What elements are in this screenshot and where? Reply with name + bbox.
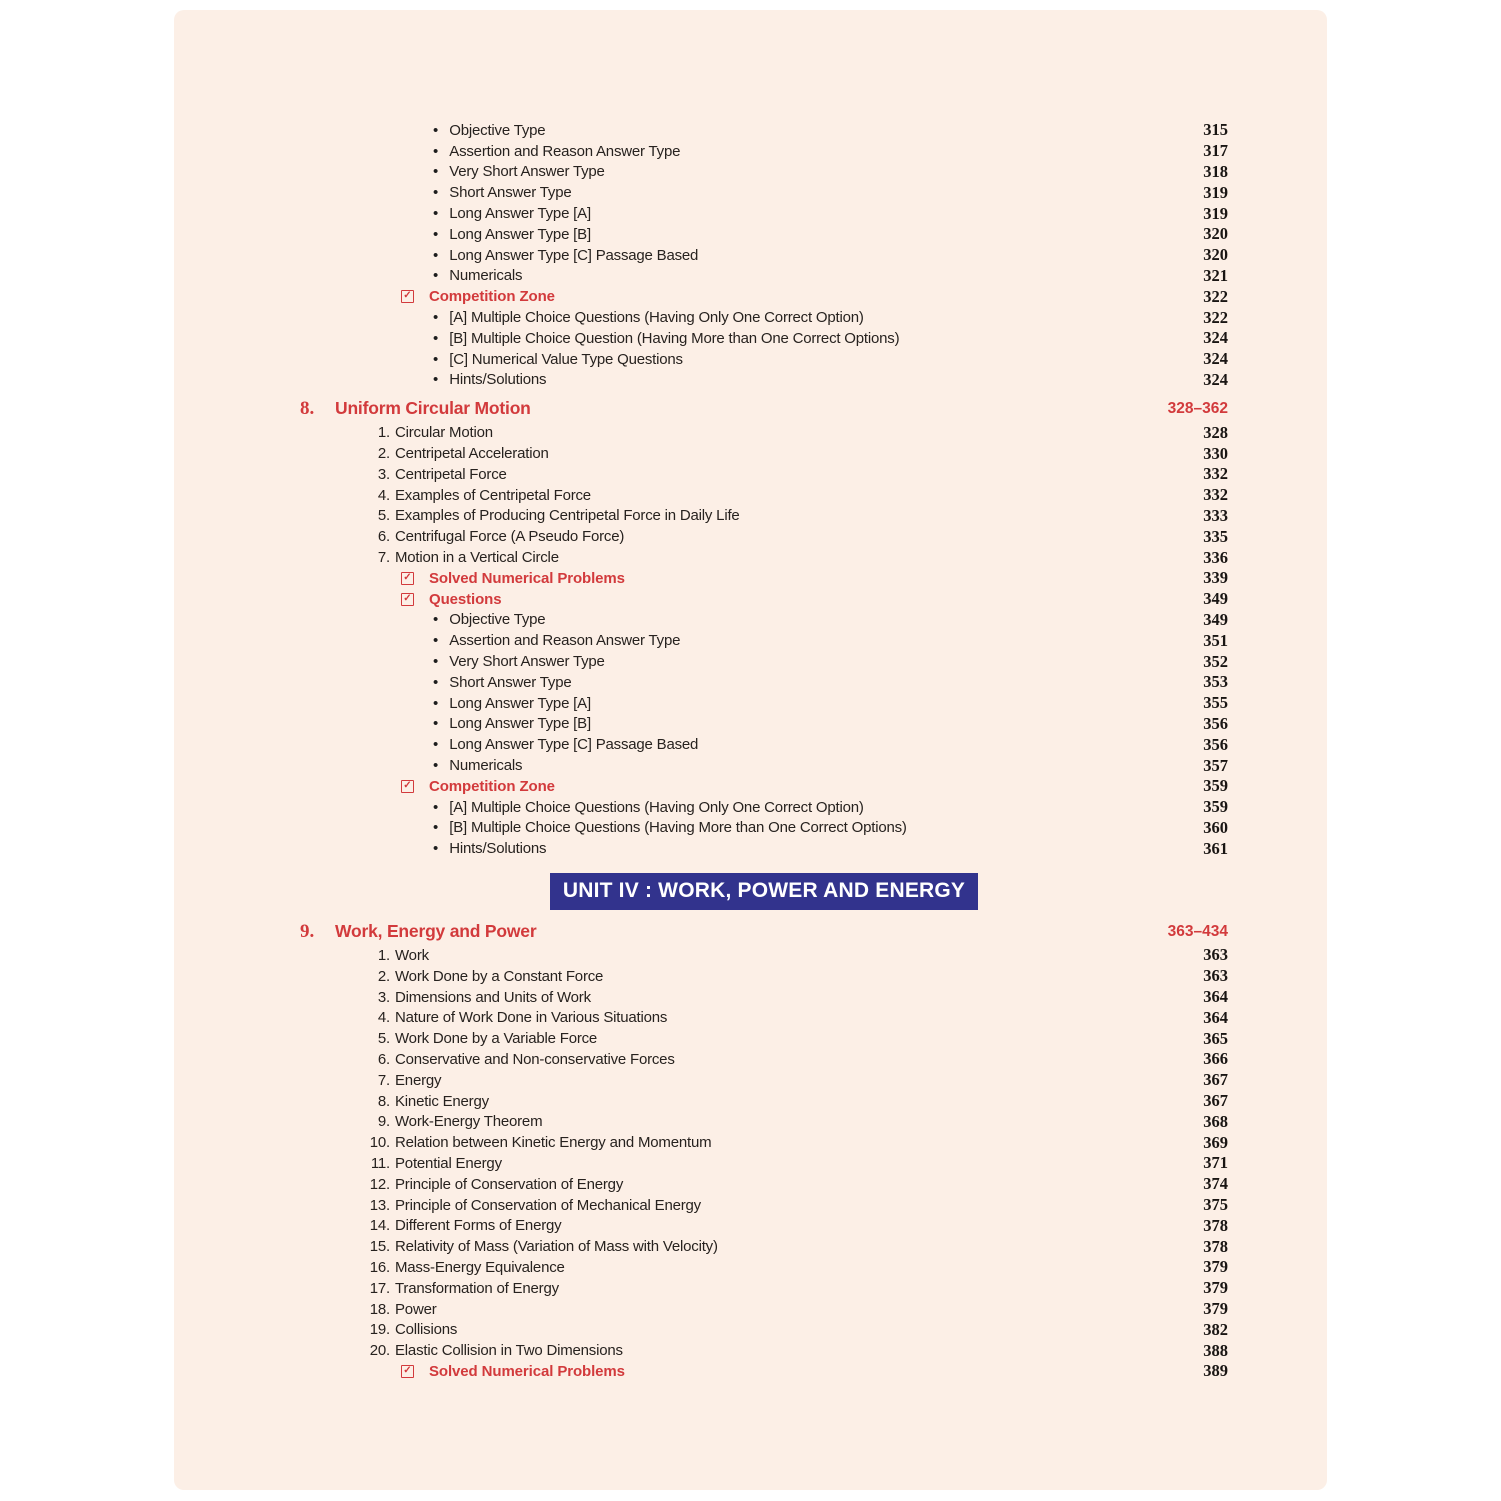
toc-entry-number: 17. xyxy=(369,1279,390,1297)
toc-entry-row xyxy=(300,464,1228,485)
toc-entry-number: 8. xyxy=(377,1092,390,1110)
toc-entry-page: 382 xyxy=(1203,1319,1228,1339)
toc-entry-label: Circular Motion xyxy=(395,424,493,442)
toc-entry-row xyxy=(300,1007,1228,1028)
toc-entry-left xyxy=(300,921,1168,943)
toc-entry-page: 388 xyxy=(1203,1340,1228,1360)
toc-entry-row xyxy=(300,651,1228,672)
toc-entry-row xyxy=(300,328,1228,349)
toc-entry-number: 18. xyxy=(369,1300,390,1318)
toc-entry-label: Power xyxy=(395,1300,437,1318)
toc-entry-label: Very Short Answer Type xyxy=(449,163,605,181)
toc-entry-row xyxy=(300,1278,1228,1299)
bullet-icon: • xyxy=(433,819,439,837)
toc-entry-page: 378 xyxy=(1203,1215,1228,1235)
toc-entry-label: [B] Multiple Choice Questions (Having More than One Correct Options) xyxy=(449,819,907,837)
toc-entry-row xyxy=(300,714,1228,735)
toc-entry-row xyxy=(300,224,1228,245)
toc-entry-label: [A] Multiple Choice Questions (Having Only One Correct Option) xyxy=(449,798,864,816)
toc-entry-page: 315 xyxy=(1203,120,1228,140)
chapter-number: 8. xyxy=(300,397,315,419)
toc-entry-row xyxy=(300,776,1228,797)
toc-entry-number: 4. xyxy=(377,1009,390,1027)
toc-entry-left xyxy=(300,528,1203,545)
toc-entry-left xyxy=(300,819,1203,836)
toc-entry-left xyxy=(300,947,1203,964)
toc-entry-page: 367 xyxy=(1203,1091,1228,1111)
toc-entry-number: 19. xyxy=(369,1321,390,1339)
toc-entry-label: [C] Numerical Value Type Questions xyxy=(449,350,683,368)
toc-entry-row xyxy=(300,245,1228,266)
toc-entry-page: 332 xyxy=(1203,464,1228,484)
toc-entry-row xyxy=(300,693,1228,714)
toc-entry-label: Work-Energy Theorem xyxy=(395,1113,543,1131)
toc-entry-row xyxy=(300,1361,1228,1382)
toc-entry-left xyxy=(300,736,1203,753)
toc-entry-left xyxy=(300,122,1203,139)
toc-entry-page: 324 xyxy=(1203,349,1228,369)
toc-entry-row xyxy=(300,266,1228,287)
toc-entry-left xyxy=(300,1217,1203,1234)
toc-entry-label: Long Answer Type [A] xyxy=(449,205,591,223)
toc-entry-page: 371 xyxy=(1203,1153,1228,1173)
toc-entry-left xyxy=(300,487,1203,504)
unit-banner-row xyxy=(300,873,1228,910)
toc-entry-number: 1. xyxy=(377,946,390,964)
toc-entry-label: Principle of Conservation of Energy xyxy=(395,1175,624,1193)
toc-entry-page: 318 xyxy=(1203,161,1228,181)
toc-entry-label: Transformation of Energy xyxy=(395,1279,559,1297)
bullet-icon: • xyxy=(433,184,439,202)
toc-entry-row xyxy=(300,1299,1228,1320)
toc-entry-label: Dimensions and Units of Work xyxy=(395,988,591,1006)
toc-entry-row xyxy=(300,1111,1228,1132)
toc-entry-left xyxy=(300,1259,1203,1276)
toc-entry-page: 320 xyxy=(1203,245,1228,265)
toc-entry-row xyxy=(300,443,1228,464)
toc-entry-left xyxy=(300,466,1203,483)
toc-entry-label: Different Forms of Energy xyxy=(395,1217,562,1235)
toc-entry-page: 355 xyxy=(1203,693,1228,713)
bullet-icon: • xyxy=(433,246,439,264)
toc-entry-row xyxy=(300,370,1228,391)
toc-entry-left xyxy=(300,653,1203,670)
toc-entry-page: 368 xyxy=(1203,1111,1228,1131)
toc-entry-left xyxy=(300,1197,1203,1214)
toc-entry-left xyxy=(300,778,1203,795)
toc-entry-row xyxy=(300,506,1228,527)
toc-entry-page: 353 xyxy=(1203,672,1228,692)
checkbox-tick: ✓ xyxy=(403,1364,412,1376)
toc-entry-row xyxy=(300,589,1228,610)
toc-entry-page: 333 xyxy=(1203,505,1228,525)
checkbox-icon xyxy=(401,290,414,303)
toc-entry-page: 320 xyxy=(1203,224,1228,244)
toc-entry-left xyxy=(300,398,1168,420)
toc-entry-page: 375 xyxy=(1203,1195,1228,1215)
toc-entry-left xyxy=(300,351,1203,368)
toc-entry-row xyxy=(300,1257,1228,1278)
toc-entry-left xyxy=(300,570,1203,587)
toc-entry-row xyxy=(300,547,1228,568)
toc-entry-number: 6. xyxy=(377,528,390,546)
toc-entry-number: 2. xyxy=(377,967,390,985)
toc-entry-row xyxy=(300,286,1228,307)
toc-entry-left xyxy=(300,989,1203,1006)
toc-entry-row xyxy=(300,755,1228,776)
checkbox-tick: ✓ xyxy=(403,571,412,583)
toc-entry-left xyxy=(300,632,1203,649)
toc-entry-page: 366 xyxy=(1203,1049,1228,1069)
toc-entry-label: Long Answer Type [B] xyxy=(449,225,591,243)
toc-entry-page: 369 xyxy=(1203,1132,1228,1152)
toc-entry-page: 364 xyxy=(1203,1007,1228,1027)
toc-entry-left xyxy=(300,1321,1203,1338)
toc-entry-row xyxy=(300,162,1228,183)
toc-entry-page: 328 xyxy=(1203,422,1228,442)
toc-entry-row xyxy=(300,1340,1228,1361)
chapter-page-range: 363–434 xyxy=(1167,922,1228,940)
bullet-icon: • xyxy=(433,757,439,774)
toc-entry-left xyxy=(300,288,1203,305)
toc-entry-left xyxy=(300,1301,1203,1318)
toc-entry-row xyxy=(300,818,1228,839)
toc-entry-label: Relativity of Mass (Variation of Mass with Velocity) xyxy=(395,1238,718,1256)
toc-entry-left xyxy=(300,371,1203,388)
toc-entry-page: 322 xyxy=(1203,307,1228,327)
toc-entry-row xyxy=(300,422,1228,443)
unit-banner: UNIT IV : WORK, POWER AND ENERGY xyxy=(550,873,978,910)
bullet-icon: • xyxy=(433,371,439,389)
toc-entry-left xyxy=(300,143,1203,160)
toc-entry-number: 11. xyxy=(370,1154,390,1172)
toc-entry-number: 16. xyxy=(369,1258,390,1276)
chapter-heading-row xyxy=(300,395,1228,422)
toc-entry-label: Kinetic Energy xyxy=(395,1092,489,1110)
bullet-icon: • xyxy=(433,205,439,223)
toc-entry-left xyxy=(300,267,1203,284)
bullet-icon: • xyxy=(433,798,439,816)
toc-entry-page: 335 xyxy=(1203,526,1228,546)
toc-entry-page: 356 xyxy=(1203,734,1228,754)
toc-entry-label: Long Answer Type [B] xyxy=(449,715,591,733)
toc-entry-left xyxy=(300,445,1203,462)
toc-entry-row xyxy=(300,630,1228,651)
toc-entry-page: 356 xyxy=(1203,713,1228,733)
toc-entry-row xyxy=(300,568,1228,589)
toc-entry-label: Conservative and Non-conservative Forces xyxy=(395,1050,675,1068)
toc-entry-number: 15. xyxy=(369,1238,390,1256)
toc-entry-label: Work xyxy=(395,946,429,964)
toc-entry-page: 363 xyxy=(1203,945,1228,965)
bullet-icon: • xyxy=(433,694,439,712)
toc-entry-row xyxy=(300,526,1228,547)
checkbox-icon xyxy=(401,572,414,585)
toc-entry-page: 357 xyxy=(1203,755,1228,775)
toc-entry-row xyxy=(300,1049,1228,1070)
toc-entry-left xyxy=(300,1030,1203,1047)
toc-entry-label: Objective Type xyxy=(449,611,546,629)
toc-entry-row xyxy=(300,307,1228,328)
toc-entry-row xyxy=(300,1132,1228,1153)
toc-entry-number: 9. xyxy=(377,1113,390,1131)
toc-entry-left xyxy=(300,695,1203,712)
toc-entry-row xyxy=(300,797,1228,818)
toc-entry-page: 379 xyxy=(1203,1278,1228,1298)
toc-entry-number: 13. xyxy=(369,1196,390,1214)
toc-entry-left xyxy=(300,799,1203,816)
toc-entry-left xyxy=(300,1176,1203,1193)
chapter-heading-row xyxy=(300,918,1228,945)
toc-entry-left xyxy=(300,184,1203,201)
toc-entry-label: [B] Multiple Choice Question (Having More than One Correct Options) xyxy=(449,329,900,347)
toc-entry-page: 330 xyxy=(1203,443,1228,463)
toc-entry-left xyxy=(300,1238,1203,1255)
toc-entry-number: 4. xyxy=(377,486,390,504)
toc-entry-number: 10. xyxy=(369,1134,390,1152)
toc-entry-row xyxy=(300,1195,1228,1216)
toc-section-label: Solved Numerical Problems xyxy=(429,1362,625,1380)
toc-entry-row xyxy=(300,966,1228,987)
toc-entry-label: Long Answer Type [C] Passage Based xyxy=(449,736,699,754)
toc-entry-page: 319 xyxy=(1203,182,1228,202)
toc-entry-label: Assertion and Reason Answer Type xyxy=(449,142,681,160)
toc-entry-left xyxy=(300,1134,1203,1151)
toc-paper xyxy=(174,10,1327,1490)
bullet-icon: • xyxy=(433,267,439,285)
toc-entry-page: 349 xyxy=(1203,589,1228,609)
toc-entry-label: Hints/Solutions xyxy=(449,840,547,858)
bullet-icon: • xyxy=(433,163,439,181)
toc-entry-label: Examples of Producing Centripetal Force in Daily Life xyxy=(395,507,740,525)
toc-entry-left xyxy=(300,1072,1203,1089)
toc-section-label: Questions xyxy=(429,590,502,608)
toc-entry-left xyxy=(300,424,1203,441)
toc-entry-row xyxy=(300,1319,1228,1340)
toc-content xyxy=(174,10,1327,1382)
toc-entry-label: Assertion and Reason Answer Type xyxy=(449,632,681,650)
toc-entry-left xyxy=(300,1051,1203,1068)
toc-entry-row xyxy=(300,120,1228,141)
bullet-icon: • xyxy=(433,840,439,858)
toc-entry-page: 359 xyxy=(1203,797,1228,817)
toc-entry-label: Long Answer Type [C] Passage Based xyxy=(449,246,699,264)
toc-section-label: Solved Numerical Problems xyxy=(429,569,625,587)
toc-entry-label: Elastic Collision in Two Dimensions xyxy=(395,1342,623,1360)
chapter-page-range: 328–362 xyxy=(1167,399,1228,417)
toc-entry-label: Centripetal Acceleration xyxy=(395,445,549,463)
bullet-icon: • xyxy=(433,736,439,754)
toc-entry-left xyxy=(300,757,1203,774)
checkbox-icon xyxy=(401,593,414,606)
toc-entry-page: 349 xyxy=(1203,609,1228,629)
toc-entry-row xyxy=(300,349,1228,370)
toc-entry-page: 339 xyxy=(1203,568,1228,588)
checkbox-icon xyxy=(401,1365,414,1378)
bullet-icon: • xyxy=(433,142,439,160)
toc-entry-left xyxy=(300,507,1203,524)
bullet-icon: • xyxy=(433,329,439,347)
toc-entry-label: Relation between Kinetic Energy and Momentum xyxy=(395,1134,712,1152)
toc-entry-left xyxy=(300,309,1203,326)
toc-entry-page: 389 xyxy=(1203,1361,1228,1381)
toc-entry-row xyxy=(300,1236,1228,1257)
toc-entry-number: 3. xyxy=(377,465,390,483)
chapter-title: Work, Energy and Power xyxy=(335,921,537,942)
toc-entry-left xyxy=(300,226,1203,243)
toc-entry-left xyxy=(300,674,1203,691)
toc-entry-page: 317 xyxy=(1203,141,1228,161)
toc-entry-page: 351 xyxy=(1203,630,1228,650)
toc-entry-page: 322 xyxy=(1203,286,1228,306)
bullet-icon: • xyxy=(433,611,439,629)
toc-entry-row xyxy=(300,734,1228,755)
toc-entry-row xyxy=(300,610,1228,631)
bullet-icon: • xyxy=(433,715,439,733)
toc-entry-label: Energy xyxy=(395,1071,442,1089)
toc-entry-page: 336 xyxy=(1203,547,1228,567)
toc-entry-label: Principle of Conservation of Mechanical Energy xyxy=(395,1196,701,1214)
toc-entry-number: 6. xyxy=(377,1050,390,1068)
bullet-icon: • xyxy=(433,350,439,368)
toc-entry-row xyxy=(300,987,1228,1008)
toc-entry-left xyxy=(300,205,1203,222)
checkbox-tick: ✓ xyxy=(403,592,412,604)
toc-entry-left xyxy=(300,330,1203,347)
toc-entry-number: 2. xyxy=(377,445,390,463)
toc-entry-page: 378 xyxy=(1203,1236,1228,1256)
toc-entry-label: Long Answer Type [A] xyxy=(449,694,591,712)
toc-entry-number: 20. xyxy=(369,1342,390,1360)
toc-entry-row xyxy=(300,1215,1228,1236)
toc-entry-number: 1. xyxy=(377,424,390,442)
toc-entry-number: 7. xyxy=(377,549,390,567)
toc-entry-page: 379 xyxy=(1203,1299,1228,1319)
toc-entry-row xyxy=(300,945,1228,966)
toc-entry-row xyxy=(300,838,1228,859)
toc-entry-page: 360 xyxy=(1203,817,1228,837)
toc-entry-row xyxy=(300,485,1228,506)
bullet-icon: • xyxy=(433,653,439,671)
toc-entry-page: 363 xyxy=(1203,966,1228,986)
toc-entry-row xyxy=(300,1070,1228,1091)
toc-entry-row xyxy=(300,203,1228,224)
checkbox-icon xyxy=(401,780,414,793)
toc-entry-label: Examples of Centripetal Force xyxy=(395,486,591,504)
toc-entry-left xyxy=(300,1280,1203,1297)
toc-entry-left xyxy=(300,840,1203,857)
toc-entry-left xyxy=(300,591,1203,608)
toc-entry-left xyxy=(300,968,1203,985)
chapter-number: 9. xyxy=(300,920,315,942)
toc-section-label: Competition Zone xyxy=(429,288,555,306)
toc-entry-label: Short Answer Type xyxy=(449,673,572,691)
toc-entry-left xyxy=(300,715,1203,732)
bullet-icon: • xyxy=(433,225,439,243)
bullet-icon: • xyxy=(433,121,439,139)
toc-entry-label: Objective Type xyxy=(449,121,546,139)
toc-entry-number: 14. xyxy=(369,1217,390,1235)
toc-entry-left xyxy=(300,1113,1203,1130)
toc-entry-row xyxy=(300,1153,1228,1174)
toc-entry-number: 5. xyxy=(377,507,390,525)
bullet-icon: • xyxy=(433,309,439,327)
checkbox-tick: ✓ xyxy=(403,290,412,302)
bullet-icon: • xyxy=(433,673,439,691)
toc-entry-page: 374 xyxy=(1203,1174,1228,1194)
toc-section-label: Competition Zone xyxy=(429,777,555,795)
toc-entry-label: Centrifugal Force (A Pseudo Force) xyxy=(395,528,625,546)
checkbox-tick: ✓ xyxy=(403,779,412,791)
toc-entry-left xyxy=(300,1009,1203,1026)
toc-entry-left xyxy=(300,1093,1203,1110)
toc-entry-left xyxy=(300,247,1203,264)
toc-entry-label: [A] Multiple Choice Questions (Having Only One Correct Option) xyxy=(449,309,864,327)
toc-entry-left xyxy=(300,1342,1203,1359)
toc-entry-left xyxy=(300,611,1203,628)
toc-entry-page: 319 xyxy=(1203,203,1228,223)
toc-entry-row xyxy=(300,1174,1228,1195)
toc-entry-row xyxy=(300,672,1228,693)
toc-entry-label: Hints/Solutions xyxy=(449,371,547,389)
toc-entry-label: Very Short Answer Type xyxy=(449,653,605,671)
toc-entry-left xyxy=(300,549,1203,566)
toc-entry-label: Mass-Energy Equivalence xyxy=(395,1258,565,1276)
toc-entry-label: Numericals xyxy=(449,757,523,774)
toc-entry-page: 379 xyxy=(1203,1257,1228,1277)
toc-entry-label: Collisions xyxy=(395,1321,458,1339)
toc-entry-page: 364 xyxy=(1203,987,1228,1007)
toc-entry-page: 324 xyxy=(1203,328,1228,348)
toc-entry-label: Nature of Work Done in Various Situations xyxy=(395,1009,668,1027)
toc-entry-row xyxy=(300,1091,1228,1112)
toc-entry-label: Potential Energy xyxy=(395,1154,502,1172)
toc-entry-row xyxy=(300,1028,1228,1049)
toc-entry-label: Work Done by a Variable Force xyxy=(395,1030,598,1048)
toc-entry-left xyxy=(300,163,1203,180)
toc-entry-page: 352 xyxy=(1203,651,1228,671)
toc-entry-row xyxy=(300,182,1228,203)
toc-entry-number: 3. xyxy=(377,988,390,1006)
toc-entry-label: Centripetal Force xyxy=(395,465,507,483)
toc-entry-page: 359 xyxy=(1203,776,1228,796)
chapter-title: Uniform Circular Motion xyxy=(335,398,531,419)
toc-entry-row xyxy=(300,141,1228,162)
toc-entry-left xyxy=(300,1155,1203,1172)
toc-entry-page: 332 xyxy=(1203,485,1228,505)
toc-entry-label: Work Done by a Constant Force xyxy=(395,967,604,985)
toc-entry-number: 12. xyxy=(369,1175,390,1193)
toc-entry-label: Numericals xyxy=(449,267,523,285)
toc-entry-page: 321 xyxy=(1203,265,1228,285)
toc-entry-number: 7. xyxy=(377,1071,390,1089)
toc-entry-label: Motion in a Vertical Circle xyxy=(395,549,559,567)
toc-entry-page: 324 xyxy=(1203,369,1228,389)
toc-entry-left xyxy=(300,1363,1203,1380)
toc-entry-label: Short Answer Type xyxy=(449,184,572,202)
bullet-icon: • xyxy=(433,632,439,650)
toc-entry-page: 365 xyxy=(1203,1028,1228,1048)
toc-entry-number: 5. xyxy=(377,1030,390,1048)
toc-entry-page: 367 xyxy=(1203,1070,1228,1090)
toc-entry-page: 361 xyxy=(1203,838,1228,858)
